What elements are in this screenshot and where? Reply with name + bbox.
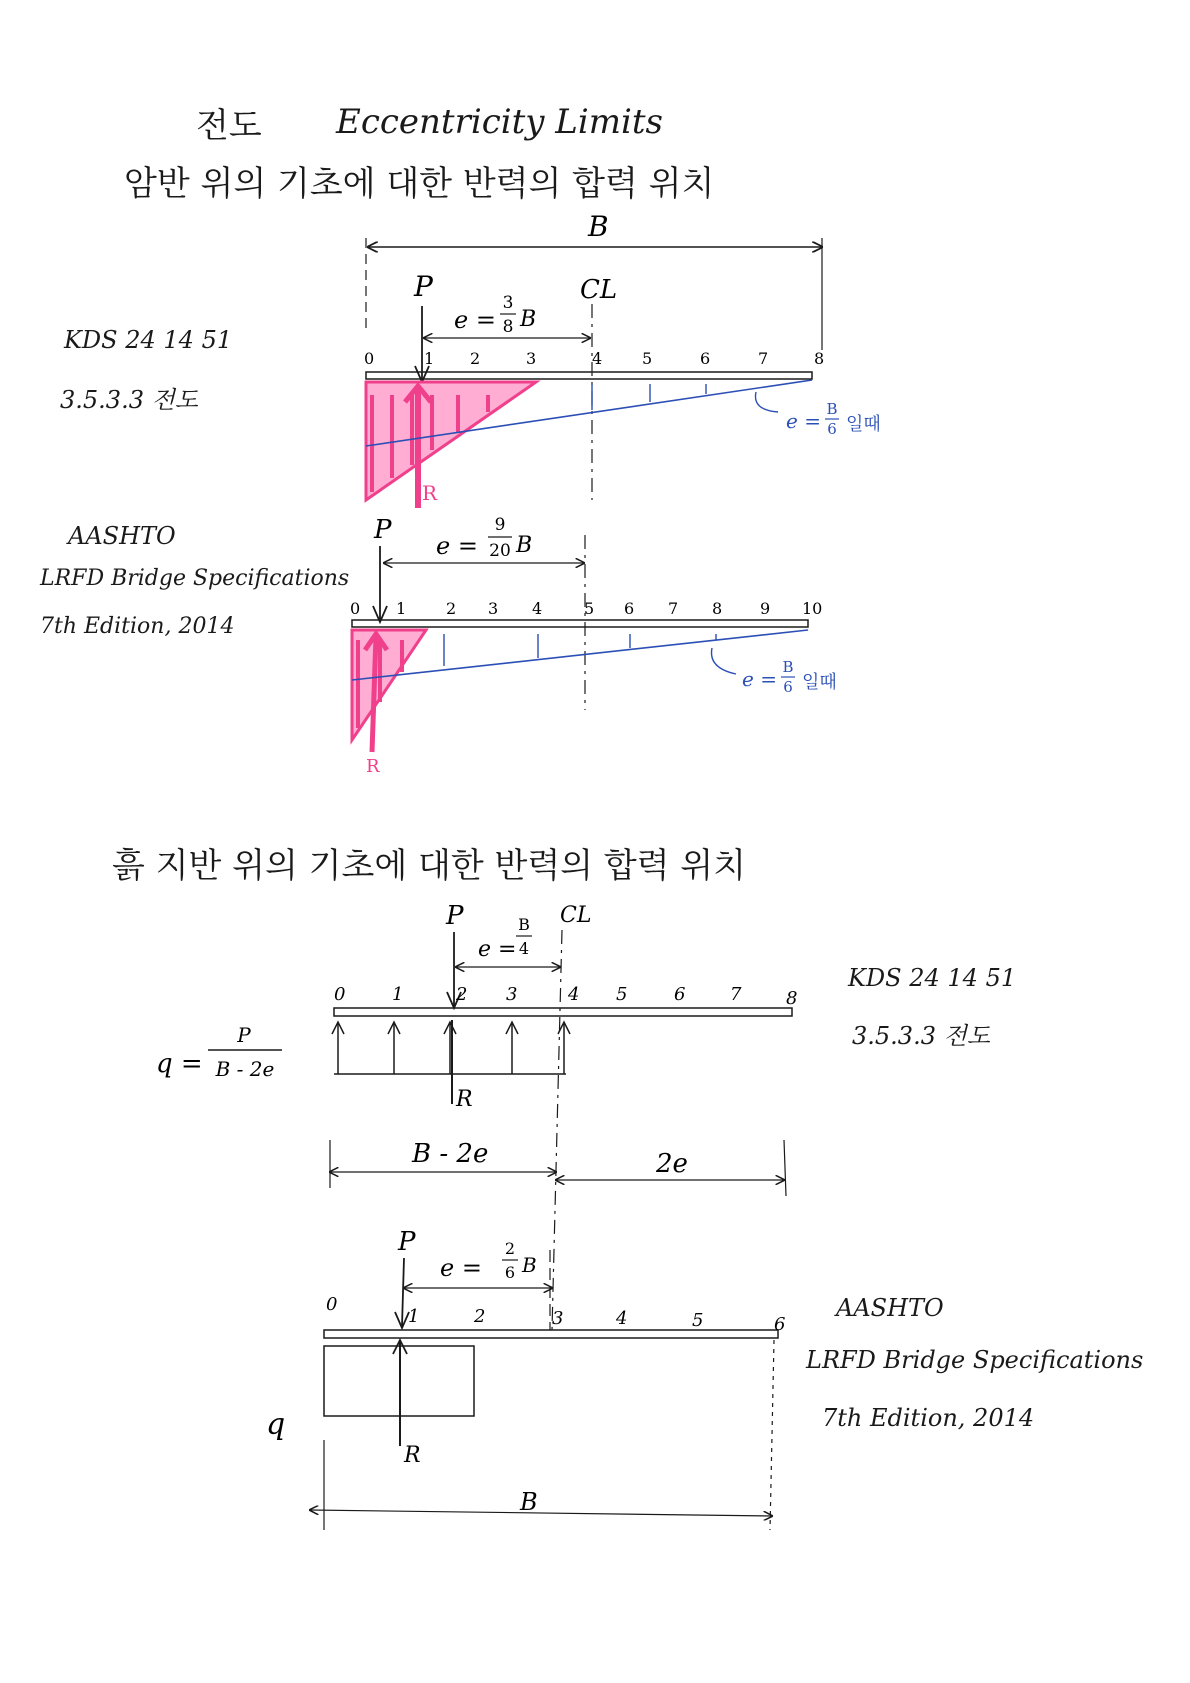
tick-label: 0 [364, 349, 375, 368]
diagram-4-soil-aashto [266, 1227, 785, 1530]
aashto-edition-ref-1: 7th Edition, 2014 [40, 614, 235, 639]
tick-label: 0 [334, 984, 346, 1005]
tick-label: 0 [350, 599, 361, 618]
tick-label: 0 [326, 1294, 338, 1315]
dim-right-label: 2e [656, 1149, 688, 1179]
tick-label: 1 [392, 984, 404, 1005]
footing [334, 1008, 792, 1016]
title-english: Eccentricity Limits [336, 102, 663, 142]
aashto-title-ref-1: LRFD Bridge Specifications [40, 566, 350, 591]
tick-label: 6 [624, 599, 635, 618]
tick-label: 1 [408, 1306, 420, 1327]
aashto-title-ref-2: LRFD Bridge Specifications [806, 1346, 1144, 1374]
tick-label: 9 [760, 599, 771, 618]
pressure-arrows-blue [592, 384, 706, 410]
note-numerator: B [826, 400, 838, 418]
ecc-numerator: 3 [502, 293, 514, 313]
tick-label: 5 [642, 349, 653, 368]
ecc-suffix: B [520, 307, 537, 332]
load-arrow [402, 1258, 404, 1326]
load-label: P [414, 270, 433, 303]
tick-labels-2 [350, 599, 822, 618]
tick-label: 6 [774, 1314, 786, 1335]
footing [324, 1330, 778, 1338]
q-numerator: P [237, 1023, 251, 1047]
centerline-label: CL [580, 275, 618, 305]
tick-label: 1 [424, 349, 435, 368]
tick-label: 3 [506, 984, 518, 1005]
resultant-label: R [456, 1087, 473, 1112]
load-label: P [374, 515, 392, 545]
dim-line [310, 1510, 772, 1516]
ecc-numerator: 9 [494, 515, 506, 535]
tick-labels-4 [326, 1294, 785, 1335]
resultant-label: R [366, 756, 380, 777]
tick-label: 3 [526, 349, 537, 368]
tick-label: 4 [532, 599, 543, 618]
tick-label: 5 [616, 984, 628, 1005]
ecc-prefix: e = [440, 1254, 482, 1282]
dim-left-label: B - 2e [412, 1139, 489, 1169]
ecc-numerator: 2 [504, 1239, 516, 1258]
ecc-numerator: B [518, 915, 530, 934]
note-numerator: B [782, 658, 794, 676]
section-soil-title: 흙 지반 위의 기초에 대한 반력의 합력 위치 [112, 846, 746, 886]
tick-label: 2 [446, 599, 457, 618]
tick-label: 10 [802, 599, 823, 618]
tick-labels-1 [364, 349, 824, 368]
tick-label: 2 [456, 984, 468, 1005]
tick-label: 2 [470, 349, 481, 368]
note-leader-1 [755, 392, 778, 412]
diagram-2-rock-aashto [350, 515, 837, 777]
note-leader-2 [712, 648, 737, 674]
kds-code-ref-2: KDS 24 14 51 [848, 964, 1017, 992]
note-prefix: e = [786, 409, 821, 433]
tick-label: 8 [712, 599, 723, 618]
tick-label: 8 [786, 988, 798, 1009]
ecc-prefix: e = [454, 306, 496, 334]
section-rock-title: 암반 위의 기초에 대한 반력의 합력 위치 [124, 164, 715, 204]
note-suffix: 일때 [802, 672, 837, 693]
centerline-label: CL [560, 903, 592, 928]
ecc-prefix: e = [436, 532, 478, 560]
ecc-denominator: 6 [504, 1263, 516, 1282]
tick-label: 2 [474, 1306, 486, 1327]
ecc-denominator: 20 [489, 541, 511, 561]
width-label: B [588, 210, 609, 243]
q-label: q [266, 1407, 286, 1442]
tick-labels-3 [334, 984, 797, 1009]
resultant-label: R [422, 481, 438, 505]
dim-ext-right [784, 1140, 786, 1196]
ecc-suffix: B [516, 533, 533, 558]
pressure-block-aashto [352, 630, 426, 740]
q-label: q = [156, 1049, 203, 1079]
footing [366, 372, 812, 379]
load-label: P [398, 1227, 416, 1257]
load-label: P [446, 901, 464, 931]
tick-label: 5 [692, 1310, 704, 1331]
note-prefix: e = [742, 667, 777, 691]
pressure-arrows-blue [444, 634, 716, 666]
ecc-prefix: e = [478, 937, 517, 962]
kds-code-ref-1: KDS 24 14 51 [64, 326, 233, 354]
q-denominator: B - 2e [215, 1057, 275, 1081]
centerline [552, 930, 562, 1330]
tick-label: 1 [396, 599, 407, 618]
title-korean: 전도 [196, 106, 262, 146]
tick-label: 4 [568, 984, 580, 1005]
aashto-name-ref-2: AASHTO [836, 1294, 944, 1322]
note-denominator: 6 [783, 678, 793, 696]
dim-ext-right [770, 1340, 774, 1530]
tick-label: 8 [814, 349, 825, 368]
ecc-suffix: B [522, 1253, 537, 1277]
tick-label: 4 [616, 1308, 628, 1329]
tick-label: 4 [592, 349, 603, 368]
ecc-denominator: 8 [502, 317, 514, 337]
kds-clause-ref-2: 3.5.3.3 전도 [852, 1022, 990, 1050]
resultant-label: R [404, 1443, 421, 1468]
tick-label: 6 [700, 349, 711, 368]
ecc-denominator: 4 [518, 939, 530, 958]
note-suffix: 일때 [846, 414, 881, 435]
dim-label: B [520, 1488, 538, 1516]
tick-label: 7 [730, 984, 742, 1005]
aashto-edition-ref-2: 7th Edition, 2014 [822, 1404, 1035, 1432]
tick-label: 6 [674, 984, 686, 1005]
diagram-1-rock-kds [364, 210, 881, 508]
kds-clause-ref-1: 3.5.3.3 전도 [60, 386, 198, 414]
note-denominator: 6 [827, 420, 837, 438]
tick-label: 7 [758, 349, 769, 368]
tick-label: 7 [668, 599, 679, 618]
tick-label: 3 [488, 599, 499, 618]
tick-label: 5 [584, 599, 595, 618]
aashto-name-ref-1: AASHTO [68, 522, 176, 550]
tick-label: 3 [552, 1308, 564, 1329]
footing [352, 620, 808, 627]
